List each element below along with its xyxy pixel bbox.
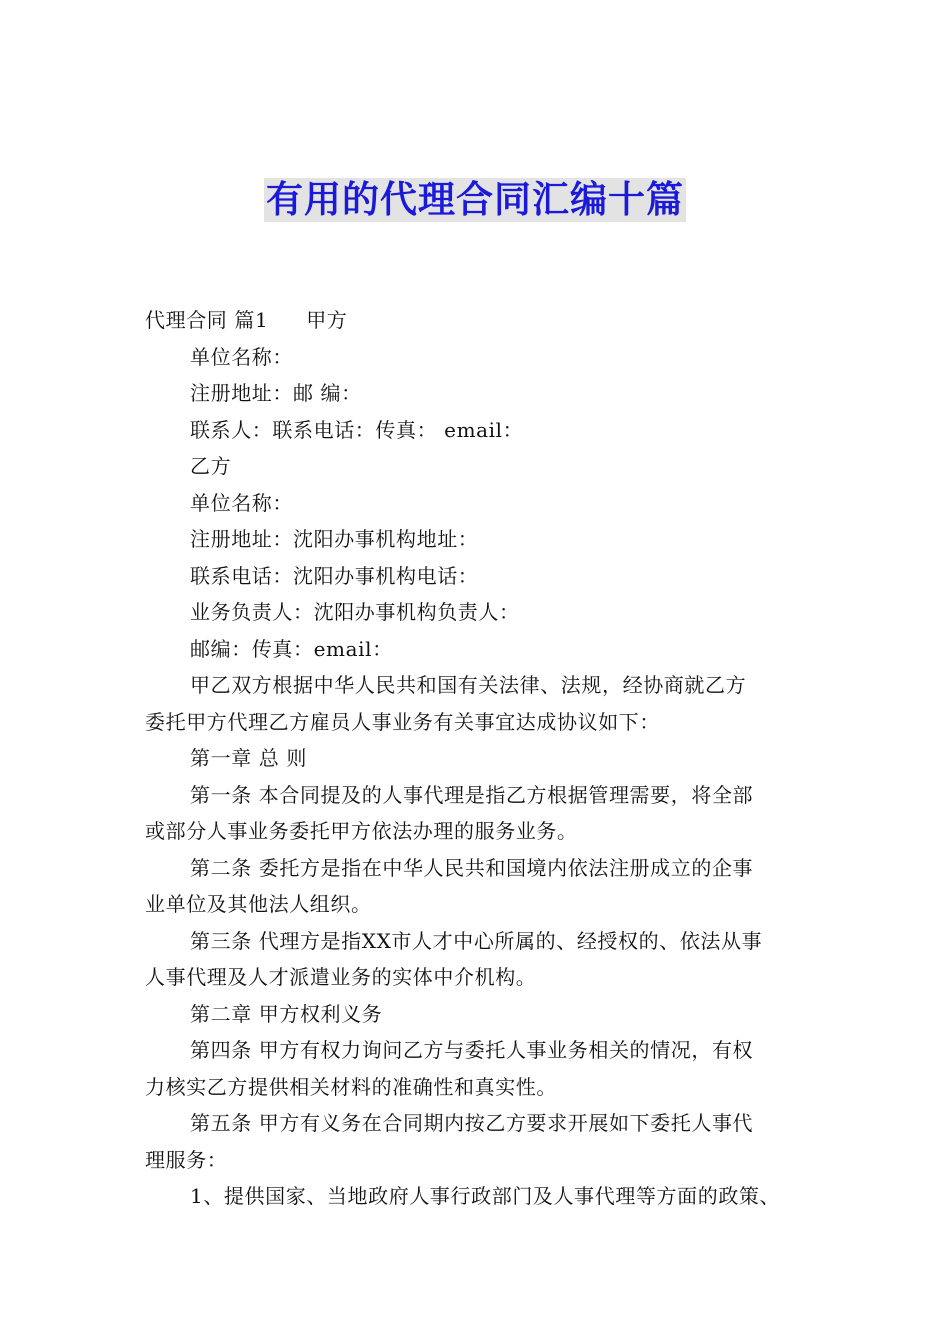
paragraph-line: 理服务： [145,1147,228,1172]
document-body [145,302,825,1215]
title-block [0,178,950,222]
paragraph-line: 联系人：联系电话：传真： email： [190,417,524,442]
paragraph-line: 力核实乙方提供相关材料的准确性和真实性。 [145,1074,557,1099]
paragraph-line: 注册地址：沈阳办事机构地址： [190,527,479,551]
section-heading: 代理合同 篇1 [145,308,269,332]
chapter-heading: 第一章 总 则 [190,746,307,770]
section-header [145,302,825,339]
paragraph-line: 注册地址：邮 编： [190,381,362,405]
chapter-heading: 第二章 甲方权利义务 [190,1001,383,1026]
paragraph-line: 甲乙双方根据中华人民共和国有关法律、法规，经协商就乙方 [190,673,747,697]
paragraph-line: 第一条 本合同提及的人事代理是指乙方根据管理需要，将全部 [190,782,754,807]
document-title: 有用的代理合同汇编十篇 [266,178,684,221]
party-a-label: 甲方 [306,308,348,332]
paragraph-line: 第三条 代理方是指XX市人才中心所属的、经授权的、依法从事 [190,928,763,953]
paragraph-line: 委托甲方代理乙方雇员人事业务有关事宜达成协议如下： [145,709,660,734]
paragraph-line: 业单位及其他法人组织。 [145,892,372,916]
paragraph-line: 第四条 甲方有权力询问乙方与委托人事业务相关的情况，有权 [190,1038,754,1062]
paragraph-line: 邮编：传真：email： [190,636,393,661]
paragraph-line: 人事代理及人才派遣业务的实体中介机构。 [145,965,537,989]
paragraph-line: 第五条 甲方有义务在合同期内按乙方要求开展如下委托人事代 [190,1111,754,1135]
paragraph-line: 第二条 委托方是指在中华人民共和国境内依法注册成立的企事 [190,855,754,880]
paragraph-line: 单位名称： [190,490,293,515]
paragraph-line: 业务负责人：沈阳办事机构负责人： [190,600,520,624]
paragraph-line: 乙方 [190,454,232,478]
paragraph-line: 或部分人事业务委托甲方依法办理的服务业务。 [145,819,578,843]
paragraph-line: 1、提供国家、当地政府人事行政部门及人事代理等方面的政策、 [190,1184,781,1208]
paragraph-line: 联系电话：沈阳办事机构电话： [190,563,479,588]
paragraph-line: 单位名称： [190,344,293,369]
